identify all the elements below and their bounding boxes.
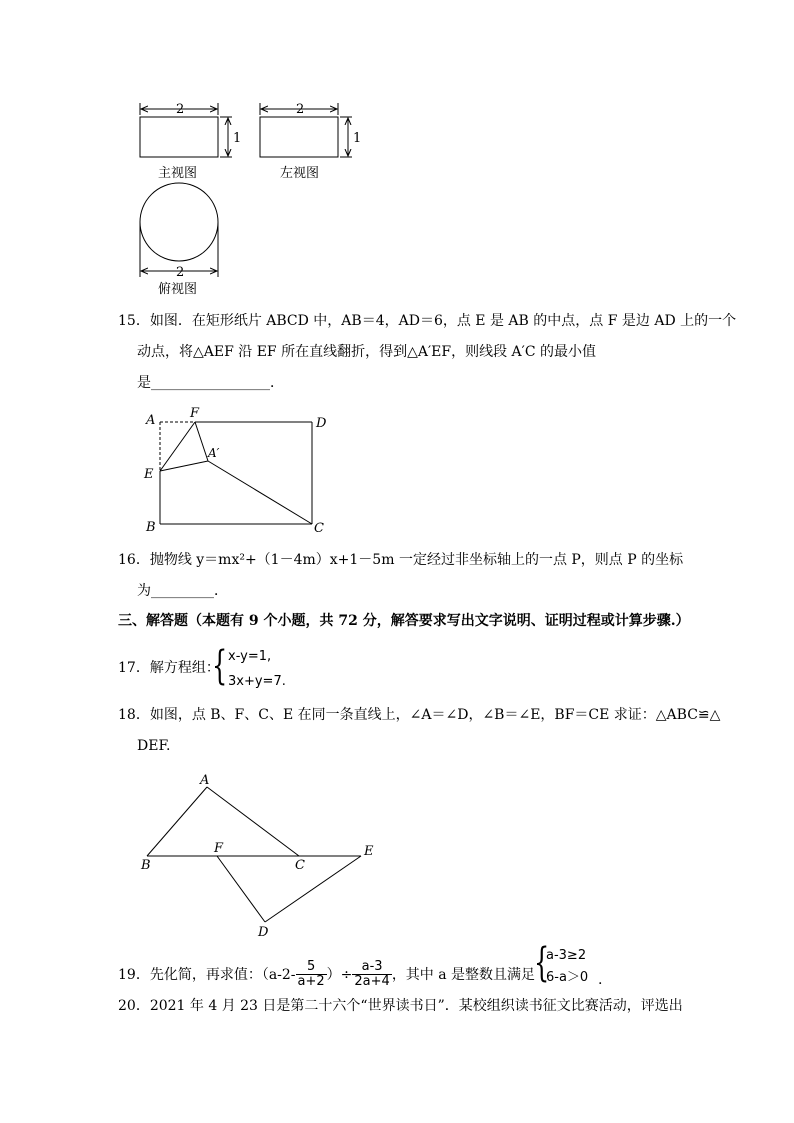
- q18-label-D: D: [258, 925, 269, 940]
- front-height-label: 1: [233, 131, 242, 146]
- q15-label-F: F: [190, 406, 200, 421]
- q19-condition-1: a-3≥2: [546, 948, 587, 963]
- q16-line2: 为_________．: [137, 583, 228, 599]
- front-view: [140, 103, 232, 157]
- top-width-label: 2: [176, 265, 185, 280]
- q15-rectangle-figure: [135, 405, 335, 540]
- q18-label-A: A: [200, 773, 210, 788]
- q19-frac1-den: a+2: [297, 973, 325, 989]
- q15-label-C: C: [314, 521, 324, 536]
- q19-prefix: 19．先化简，再求值：（a-2-: [118, 967, 296, 983]
- q19-middle: ）÷: [326, 967, 353, 983]
- top-view: [140, 183, 218, 277]
- left-height-label: 1: [353, 131, 362, 146]
- q19-fraction-1: [296, 960, 327, 989]
- q17-eq1: x-y=1,: [228, 649, 272, 664]
- q19-suffix: ，其中 a 是整数且满足: [391, 967, 536, 983]
- three-views-figure: [120, 95, 390, 300]
- q18-line1: 18．如图，点 B、F、C、E 在同一条直线上，∠A＝∠D，∠B＝∠E，BF＝CE 求证：△ABC≌△: [118, 707, 721, 723]
- q15-label-Aprime: A′: [208, 446, 220, 460]
- q17-prefix: 17．解方程组：: [118, 660, 220, 676]
- q17-brace: {: [212, 643, 228, 689]
- q15-line3: 是_________________．: [137, 375, 284, 391]
- front-width-label: 2: [176, 102, 185, 117]
- q15-line2: 动点，将△AEF 沿 EF 所在直线翻折，得到△A′EF，则线段 A′C 的最小值: [137, 344, 596, 360]
- q15-line1: 15．如图．在矩形纸片 ABCD 中，AB＝4，AD＝6，点 E 是 AB 的中点，点 F 是边 AD 上的一个: [118, 313, 737, 329]
- left-width-label: 2: [296, 102, 305, 117]
- q18-label-C: C: [295, 858, 305, 873]
- section-3-heading: 三、解答题（本题有 9 个小题，共 72 分，解答要求写出文字说明、证明过程或计算步骤.）: [118, 613, 690, 629]
- q15-label-E: E: [144, 467, 154, 482]
- q15-label-A: A: [146, 413, 156, 428]
- left-view: [260, 103, 352, 157]
- q19-frac1-num: 5: [296, 960, 327, 975]
- q18-line2: DEF.: [137, 738, 171, 754]
- left-caption: 左视图: [280, 166, 320, 181]
- q20-line1: 20．2021 年 4 月 23 日是第二十六个“世界读书日”．某校组织读书征文比赛活动，评选出: [118, 998, 683, 1014]
- q18-triangles-figure: [135, 770, 385, 940]
- q15-label-D: D: [316, 416, 327, 431]
- q18-label-B: B: [141, 858, 151, 873]
- q17-eq2: 3x+y=7.: [228, 674, 286, 689]
- q16-line1: 16．抛物线 y＝mx²+（1－4m）x+1－5m 一定经过非坐标轴上的一点 P，则点 P 的坐标: [118, 552, 684, 568]
- front-caption: 主视图: [158, 166, 198, 181]
- q19-frac2-num: a-3: [352, 960, 391, 975]
- q19-expression: [118, 954, 535, 994]
- q19-fraction-2: [352, 960, 391, 989]
- q19-condition-2: 6-a＞0: [546, 970, 589, 985]
- q18-label-E: E: [364, 844, 374, 859]
- q19-end: .: [598, 972, 603, 988]
- q19-brace: {: [534, 940, 550, 986]
- q19-frac2-den: 2a+4: [354, 973, 390, 989]
- top-caption: 俯视图: [158, 282, 198, 297]
- q18-label-F: F: [214, 841, 224, 856]
- q15-label-B: B: [146, 520, 156, 535]
